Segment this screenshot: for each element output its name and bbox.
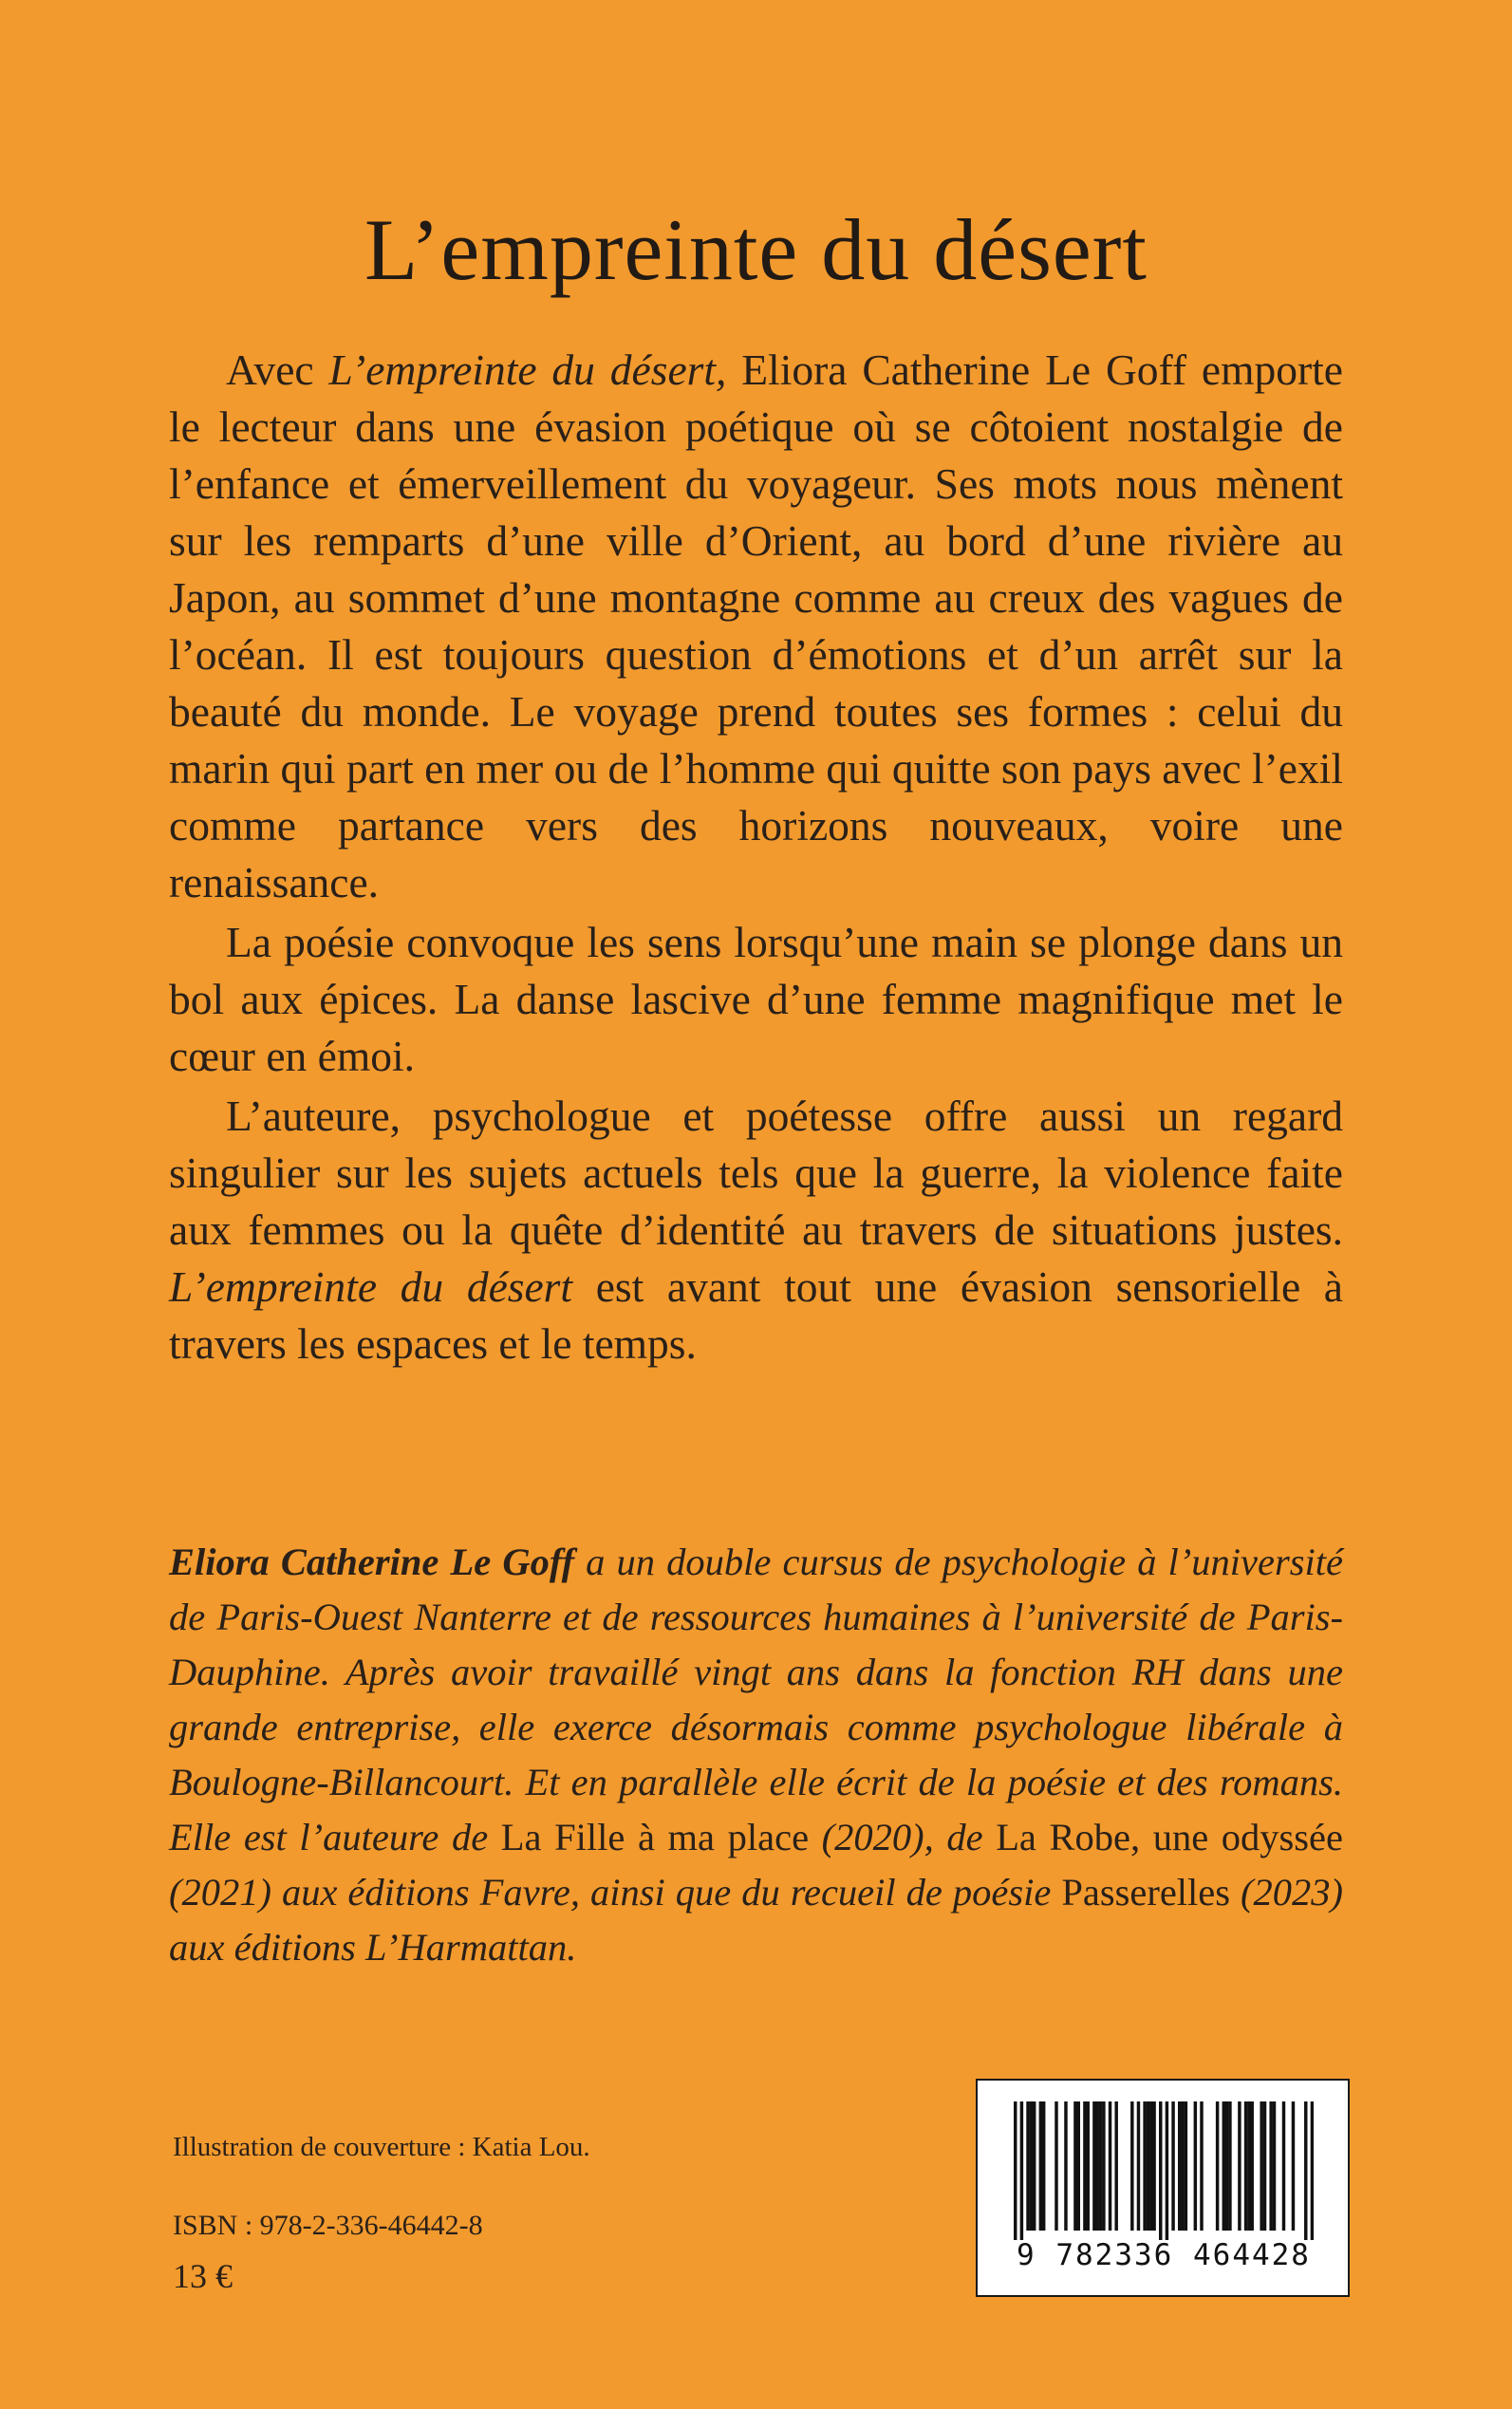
- barcode-bar: [1073, 2101, 1076, 2231]
- barcode-bar: [1194, 2101, 1197, 2231]
- barcode-bar: [1159, 2101, 1162, 2240]
- barcode-bar: [1200, 2101, 1203, 2231]
- barcode-bar: [1077, 2101, 1080, 2231]
- barcode-bar: [1102, 2101, 1105, 2231]
- barcode-bar: [1244, 2101, 1247, 2231]
- barcode-bar: [1282, 2101, 1285, 2231]
- barcode-bar: [1055, 2101, 1057, 2231]
- barcode-bar: [1064, 2101, 1067, 2231]
- barcode-bar: [1092, 2101, 1095, 2231]
- barcode-bar: [1166, 2101, 1168, 2240]
- barcode-digits: 9 782336 464428: [1017, 2238, 1311, 2272]
- blurb-p3-text: L’auteure, psychologue et poétesse offre aussi un regard singulier sur les sujets actuels tels que la guerre, la violence faite aux femmes ou la quête d’identité au travers de situations justes.: [169, 1092, 1343, 1254]
- barcode-bar: [1178, 2101, 1181, 2231]
- barcode-bar: [1137, 2101, 1140, 2231]
- barcode-bar: [1014, 2101, 1017, 2240]
- bio-text-4: (2023) aux éditions L’Harmattan.: [169, 1871, 1343, 1969]
- barcode-bar: [1130, 2101, 1133, 2231]
- barcode-bar: [1152, 2101, 1155, 2231]
- barcode: [976, 2079, 1350, 2297]
- barcode-bar: [1020, 2101, 1023, 2240]
- barcode-bar: [1250, 2101, 1253, 2231]
- barcode-bar: [1260, 2101, 1262, 2231]
- barcode-bar: [1223, 2101, 1225, 2231]
- barcode-bar: [1033, 2101, 1036, 2231]
- blurb-paragraph-1: [169, 342, 1343, 911]
- illustration-credit: Illustration de couverture : Katia Lou.: [173, 2132, 590, 2162]
- blurb-p3-tail: est avant tout une évasion sensorielle à travers les espaces et le temps.: [169, 1262, 1343, 1368]
- barcode-bar: [1273, 2101, 1276, 2231]
- barcode-bar: [1143, 2101, 1146, 2231]
- barcode-bar: [1304, 2101, 1307, 2240]
- barcode-bar: [1083, 2101, 1086, 2231]
- author-bio-paragraph: [169, 1535, 1343, 1975]
- blurb: [169, 342, 1343, 1373]
- barcode-bar: [1216, 2101, 1219, 2231]
- barcode-bar: [1109, 2101, 1111, 2231]
- blurb-p3-book-title: L’empreinte du désert: [169, 1262, 573, 1311]
- barcode-bars: [1014, 2101, 1314, 2240]
- barcode-bar: [1026, 2101, 1029, 2231]
- bio-text-3: (2021) aux éditions Favre, ainsi que du recueil de poésie: [169, 1871, 1062, 1914]
- author-name: Eliora Catherine Le Goff: [169, 1541, 575, 1583]
- barcode-bar: [1114, 2101, 1117, 2231]
- book-title: L’empreinte du désert: [364, 200, 1148, 298]
- barcode-bar: [1147, 2101, 1149, 2231]
- barcode-bar: [1030, 2101, 1033, 2231]
- blurb-p1-book-title: L’empreinte du désert,: [328, 345, 727, 394]
- barcode-bar: [1042, 2101, 1045, 2231]
- barcode-bar: [1181, 2101, 1184, 2231]
- bio-book-3: Passerelles: [1061, 1871, 1231, 1914]
- barcode-bar: [1171, 2101, 1174, 2231]
- barcode-bar: [1039, 2101, 1042, 2231]
- bio-text-2: (2020), de: [809, 1816, 997, 1858]
- barcode-bar: [1149, 2101, 1152, 2231]
- barcode-bar: [1238, 2101, 1241, 2231]
- barcode-bar: [1095, 2101, 1098, 2231]
- barcode-bar: [1292, 2101, 1295, 2231]
- blurb-paragraph-3: [169, 1088, 1343, 1373]
- bio-book-1: La Fille à ma place: [500, 1816, 810, 1858]
- price: 13 €: [173, 2257, 233, 2295]
- barcode-bar: [1311, 2101, 1314, 2240]
- barcode-bar: [1228, 2101, 1231, 2231]
- bio-book-2: La Robe, une odyssée: [996, 1816, 1344, 1858]
- isbn: ISBN : 978-2-336-46442-8: [173, 2210, 483, 2241]
- barcode-bar: [1269, 2101, 1272, 2231]
- blurb-p1-lead: Avec: [226, 345, 329, 394]
- barcode-bar: [1225, 2101, 1228, 2231]
- blurb-paragraph-2: La poésie convoque les sens lorsqu’une main se plonge dans un bol aux épices. La danse lascive d’une femme magnifique met le cœur en émoi.: [169, 918, 1343, 1080]
- barcode-bar: [1099, 2101, 1102, 2231]
- author-bio: [169, 1535, 1343, 1975]
- barcode-bar: [1263, 2101, 1266, 2231]
- barcode-bar: [1087, 2101, 1090, 2231]
- bio-text-1: a un double cursus de psychologie à l’université de Paris-Ouest Nanterre et de ressources humaines à l’université de Paris-Dauphine. Après avoir travaillé vingt ans dans la fonction RH dans une grande entreprise, elle exerce désormais comme psychologue libérale à Boulogne-Billancourt. Et en parallèle elle écrit de la poésie et des romans. Elle est l’auteure de: [169, 1541, 1343, 1858]
- blurb-p1-text: Eliora Catherine Le Goff emporte le lecteur dans une évasion poétique où se côtoient nostalgie de l’enfance et émerveillement du voyageur. Ses mots nous mènent sur les remparts d’une ville d’Orient, au bord d’une rivière au Japon, au sommet d’une montagne comme au creux des vagues de l’océan. Il est toujours question d’émotions et d’un arrêt sur la beauté du monde. Le voyage prend toutes ses formes : celui du marin qui part en mer ou de l’homme qui quitte son pays avec l’exil comme partance vers des horizons nouveaux, voire une renaissance.: [169, 345, 1344, 906]
- barcode-bar: [1247, 2101, 1250, 2231]
- barcode-bar: [1185, 2101, 1187, 2231]
